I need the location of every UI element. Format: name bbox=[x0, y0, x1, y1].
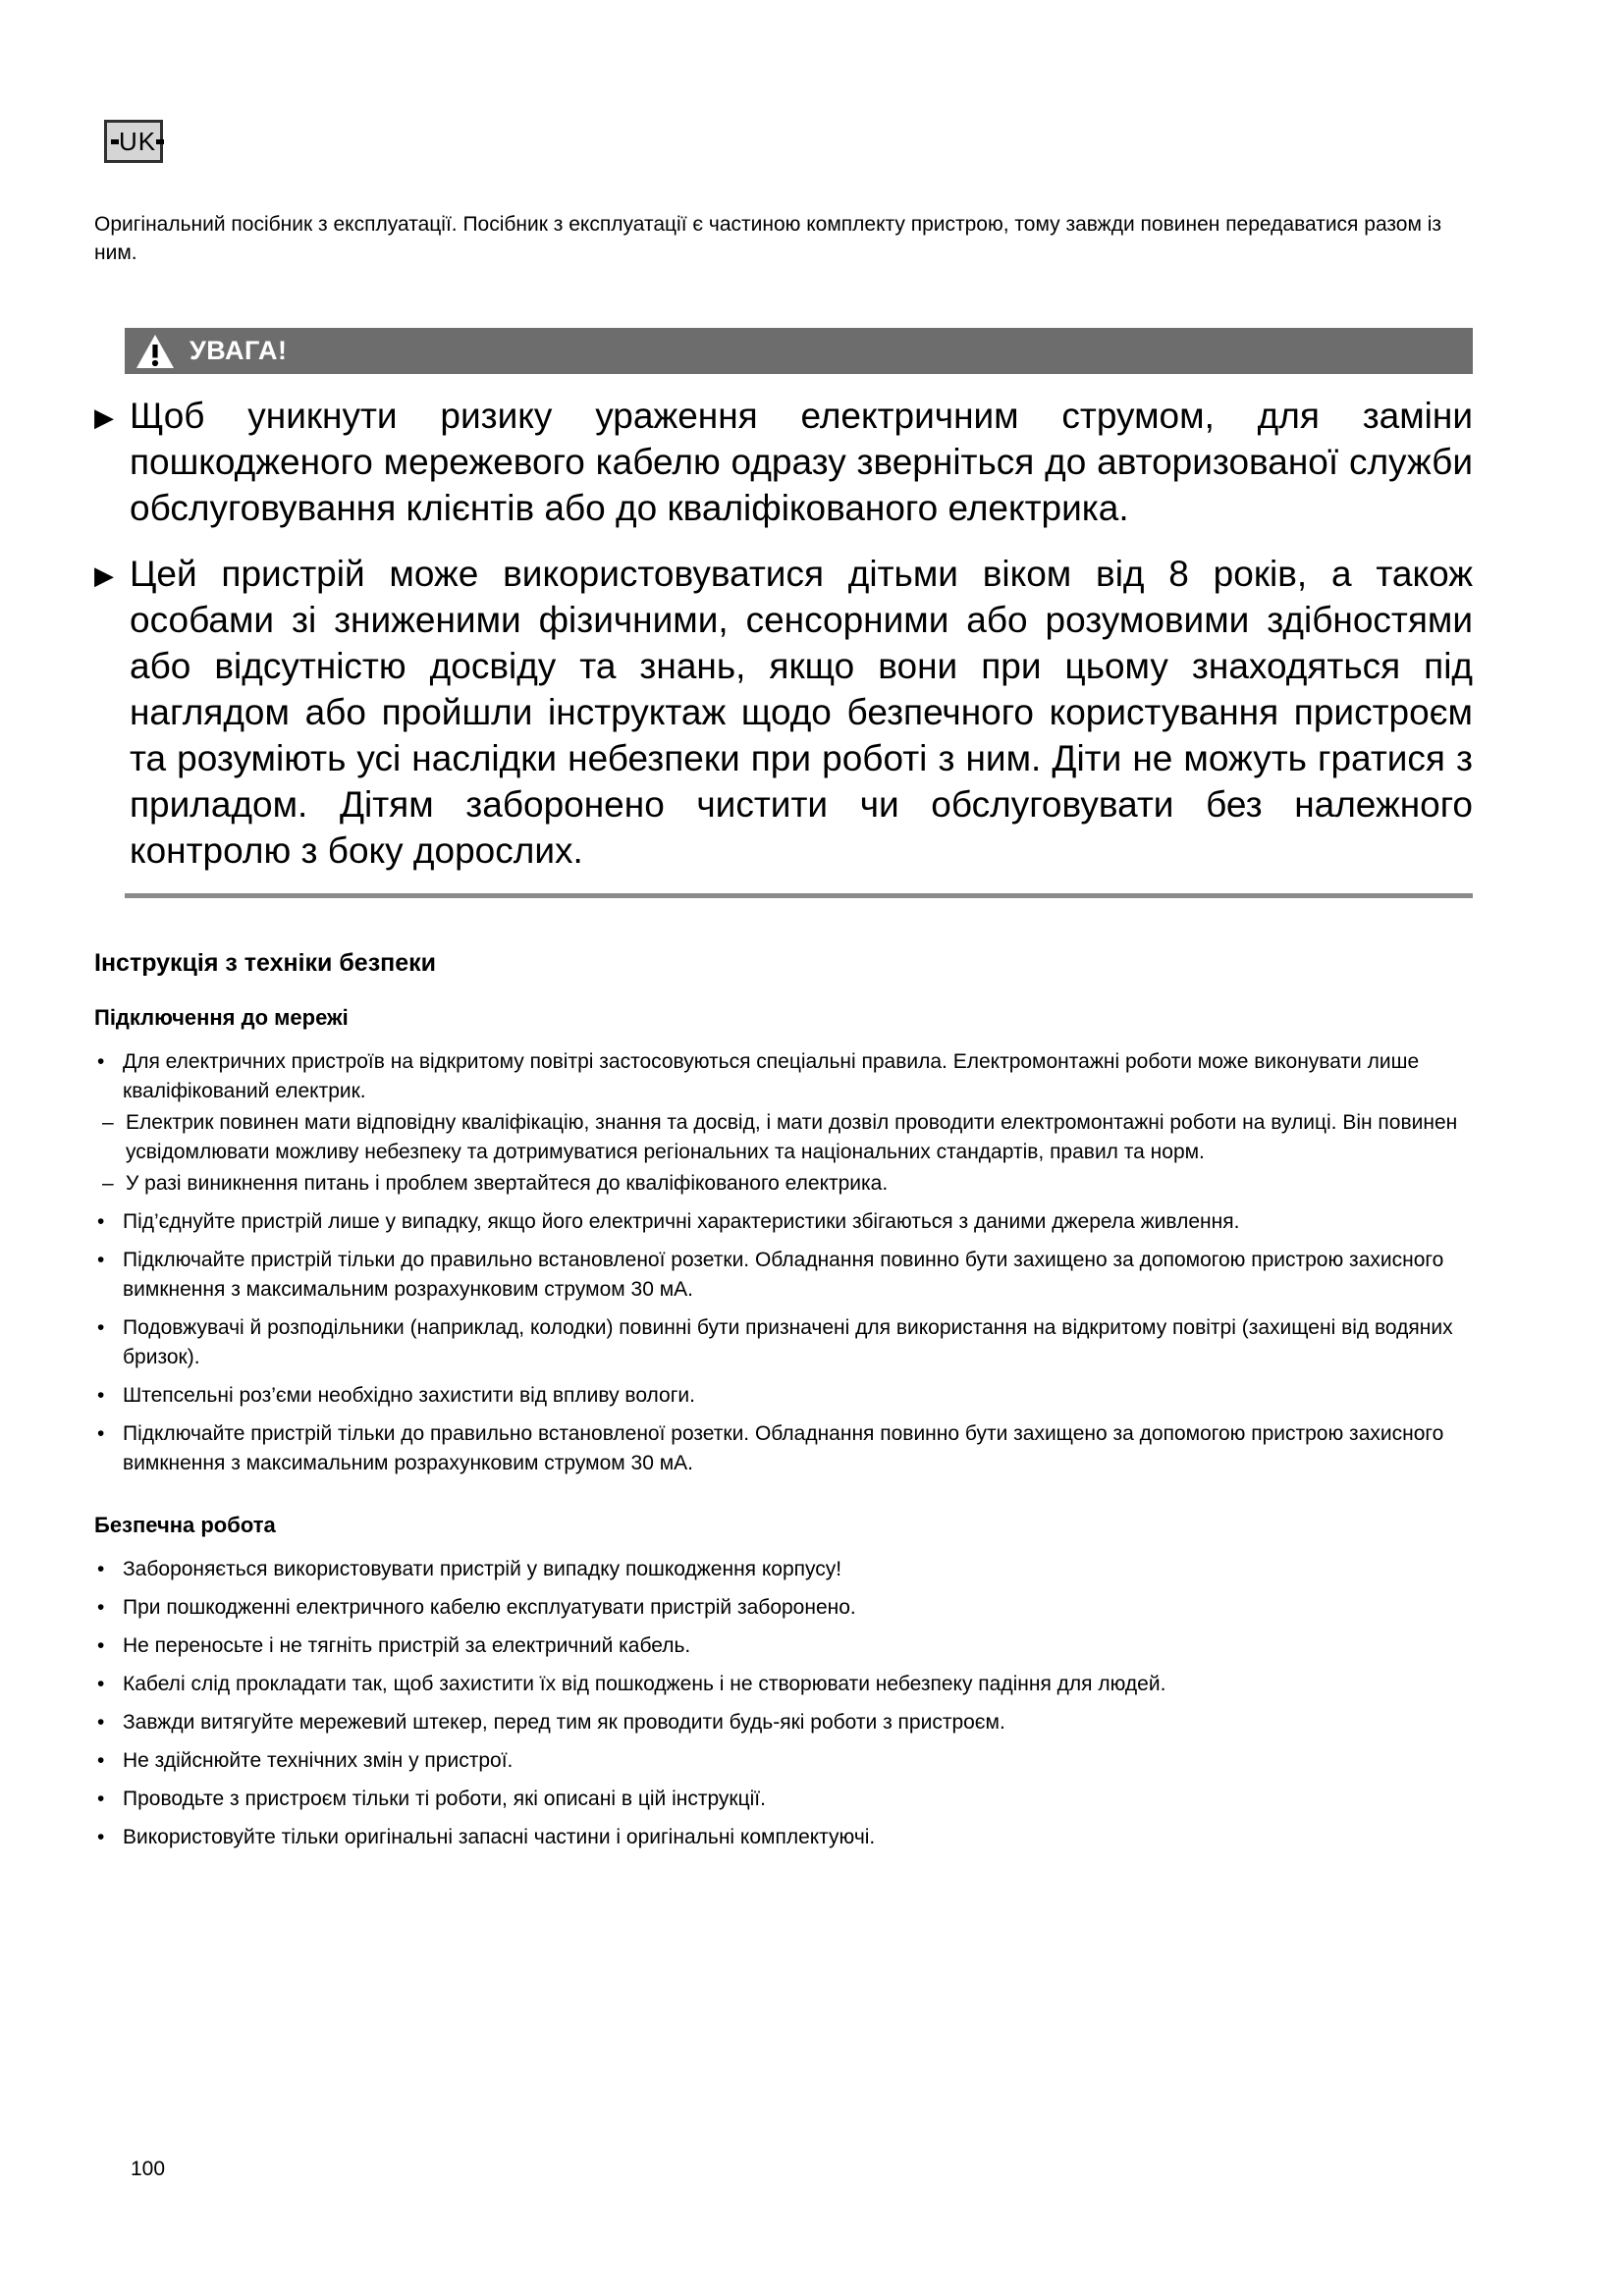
bullet-icon: • bbox=[97, 1711, 105, 1734]
warning-item bbox=[94, 393, 1473, 531]
list-item-text: Підключайте пристрій тільки до правильно встановленої розетки. Обладнання повинно бути захищено за допомогою пристрою захисного вимкнення з максимальним розрахунковим струмом 30 мА. bbox=[123, 1249, 1444, 1301]
tab-dash-left bbox=[111, 139, 119, 144]
warning-list bbox=[94, 393, 1473, 874]
bullet-icon: • bbox=[97, 1050, 105, 1073]
list-item-text: Проводьте з пристроєм тільки ті роботи, які описані в цій інструкції. bbox=[123, 1788, 766, 1810]
bullet-icon: • bbox=[97, 1596, 105, 1619]
warning-banner bbox=[125, 328, 1473, 374]
dash-icon: – bbox=[102, 1172, 114, 1195]
list-item bbox=[94, 1746, 1473, 1776]
bullet-icon: • bbox=[97, 1788, 105, 1810]
list-item bbox=[94, 1785, 1473, 1814]
sub-list-item-text: Електрик повинен мати відповідну кваліфікацію, знання та досвід, і мати дозвіл проводити електромонтажні роботи на вулиці. Він повинен усвідомлювати можливу небезпеку та дотримуватися регіональних та національних стандартів, правил та норм. bbox=[126, 1111, 1458, 1163]
language-tab-label: UK bbox=[119, 126, 157, 156]
list-item bbox=[94, 1381, 1473, 1411]
page-number: 100 bbox=[131, 2158, 166, 2180]
list-item bbox=[94, 1708, 1473, 1737]
list-item-text: Не переносьте і не тягніть пристрій за електричний кабель. bbox=[123, 1634, 691, 1657]
list-item bbox=[94, 1555, 1473, 1584]
list-item-text: Використовуйте тільки оригінальні запасні частини і оригінальні комплектуючі. bbox=[123, 1826, 876, 1848]
list-item-text: Завжди витягуйте мережевий штекер, перед тим як проводити будь-які роботи з пристроєм. bbox=[123, 1711, 1005, 1734]
bullet-icon: • bbox=[97, 1634, 105, 1657]
mains-connection-list bbox=[94, 1047, 1473, 1478]
warning-item-text: Щоб уникнути ризику ураження електричним струмом, для заміни пошкодженого мережевого кабелю одразу зверніться до авторизованої служби обслуговування клієнтів або до кваліфікованого електрика. bbox=[130, 396, 1473, 528]
sub-list-item bbox=[102, 1169, 1473, 1199]
dash-icon: – bbox=[102, 1111, 114, 1134]
list-item bbox=[94, 1246, 1473, 1305]
sub-list-item bbox=[102, 1108, 1473, 1167]
triangle-bullet-icon: ▶ bbox=[94, 561, 114, 590]
page-content bbox=[94, 0, 1473, 1852]
list-item bbox=[94, 1823, 1473, 1852]
section-heading-safe-operation: Безпечна робота bbox=[94, 1513, 276, 1537]
list-item bbox=[94, 1047, 1473, 1106]
sub-list bbox=[102, 1108, 1473, 1199]
bullet-icon: • bbox=[97, 1384, 105, 1407]
warning-triangle-icon bbox=[135, 333, 176, 370]
bullet-icon: • bbox=[97, 1558, 105, 1580]
safety-heading: Інструкція з техніки безпеки bbox=[94, 949, 437, 977]
warning-banner-title: УВАГА! bbox=[189, 336, 288, 365]
bullet-icon: • bbox=[97, 1749, 105, 1772]
bullet-icon: • bbox=[97, 1210, 105, 1233]
list-item-text: При пошкодженні електричного кабелю експлуатувати пристрій заборонено. bbox=[123, 1596, 856, 1619]
list-item-text: Штепсельні роз’єми необхідно захистити від впливу вологи. bbox=[123, 1384, 695, 1407]
bullet-icon: • bbox=[97, 1249, 105, 1271]
triangle-bullet-icon: ▶ bbox=[94, 402, 114, 432]
language-tab bbox=[104, 120, 163, 163]
bullet-icon: • bbox=[97, 1826, 105, 1848]
list-item-text: Забороняється використовувати пристрій у випадку пошкодження корпусу! bbox=[123, 1558, 842, 1580]
bullet-icon: • bbox=[97, 1422, 105, 1445]
list-item-text: Кабелі слід прокладати так, щоб захистити їх від пошкоджень і не створювати небезпеку падіння для людей. bbox=[123, 1673, 1166, 1695]
list-item bbox=[94, 1419, 1473, 1478]
warning-item bbox=[94, 551, 1473, 874]
list-item-text: Підключайте пристрій тільки до правильно встановленої розетки. Обладнання повинно бути захищено за допомогою пристрою захисного вимкнення з максимальним розрахунковим струмом 30 мА. bbox=[123, 1422, 1444, 1474]
section-heading-mains-connection: Підключення до мережі bbox=[94, 1005, 349, 1030]
safe-operation-list bbox=[94, 1555, 1473, 1852]
intro-paragraph: Оригінальний посібник з експлуатації. Посібник з експлуатації є частиною комплекту пристрою, тому завжди повинен передаватися разом із ним. bbox=[94, 213, 1442, 264]
bullet-icon: • bbox=[97, 1316, 105, 1339]
warning-item-text: Цей пристрій може використовуватися дітьми віком від 8 років, а також особами зі зниженими фізичними, сенсорними або розумовими здібностями або відсутністю досвіду та знань, якщо вони при цьому знаходяться під наглядом або пройшли інструктаж щодо безпечного користування пристроєм та розуміють усі наслідки небезпеки при роботі з ним. Діти не можуть гратися з приладом. Дітям заборонено чистити чи обслуговувати без належного контролю з боку дорослих. bbox=[130, 554, 1473, 871]
list-item bbox=[94, 1207, 1473, 1237]
list-item-text: Подовжувачі й розподільники (наприклад, колодки) повинні бути призначені для використання на відкритому повітрі (захищені від водяних бризок). bbox=[123, 1316, 1453, 1368]
list-item-text: Під’єднуйте пристрій лише у випадку, якщо його електричні характеристики збігаються з даними джерела живлення. bbox=[123, 1210, 1240, 1233]
list-item bbox=[94, 1670, 1473, 1699]
list-item-text: Для електричних пристроїв на відкритому повітрі застосовуються спеціальні правила. Електромонтажні роботи може виконувати лише кваліфікований електрик. bbox=[123, 1050, 1420, 1102]
list-item bbox=[94, 1631, 1473, 1661]
list-item-text: Не здійснюйте технічних змін у пристрої. bbox=[123, 1749, 514, 1772]
list-item bbox=[94, 1313, 1473, 1372]
tab-dash-right bbox=[156, 139, 164, 144]
sub-list-item-text: У разі виникнення питань і проблем звертайтеся до кваліфікованого електрика. bbox=[126, 1172, 889, 1195]
section-divider bbox=[125, 893, 1473, 898]
bullet-icon: • bbox=[97, 1673, 105, 1695]
list-item bbox=[94, 1593, 1473, 1623]
